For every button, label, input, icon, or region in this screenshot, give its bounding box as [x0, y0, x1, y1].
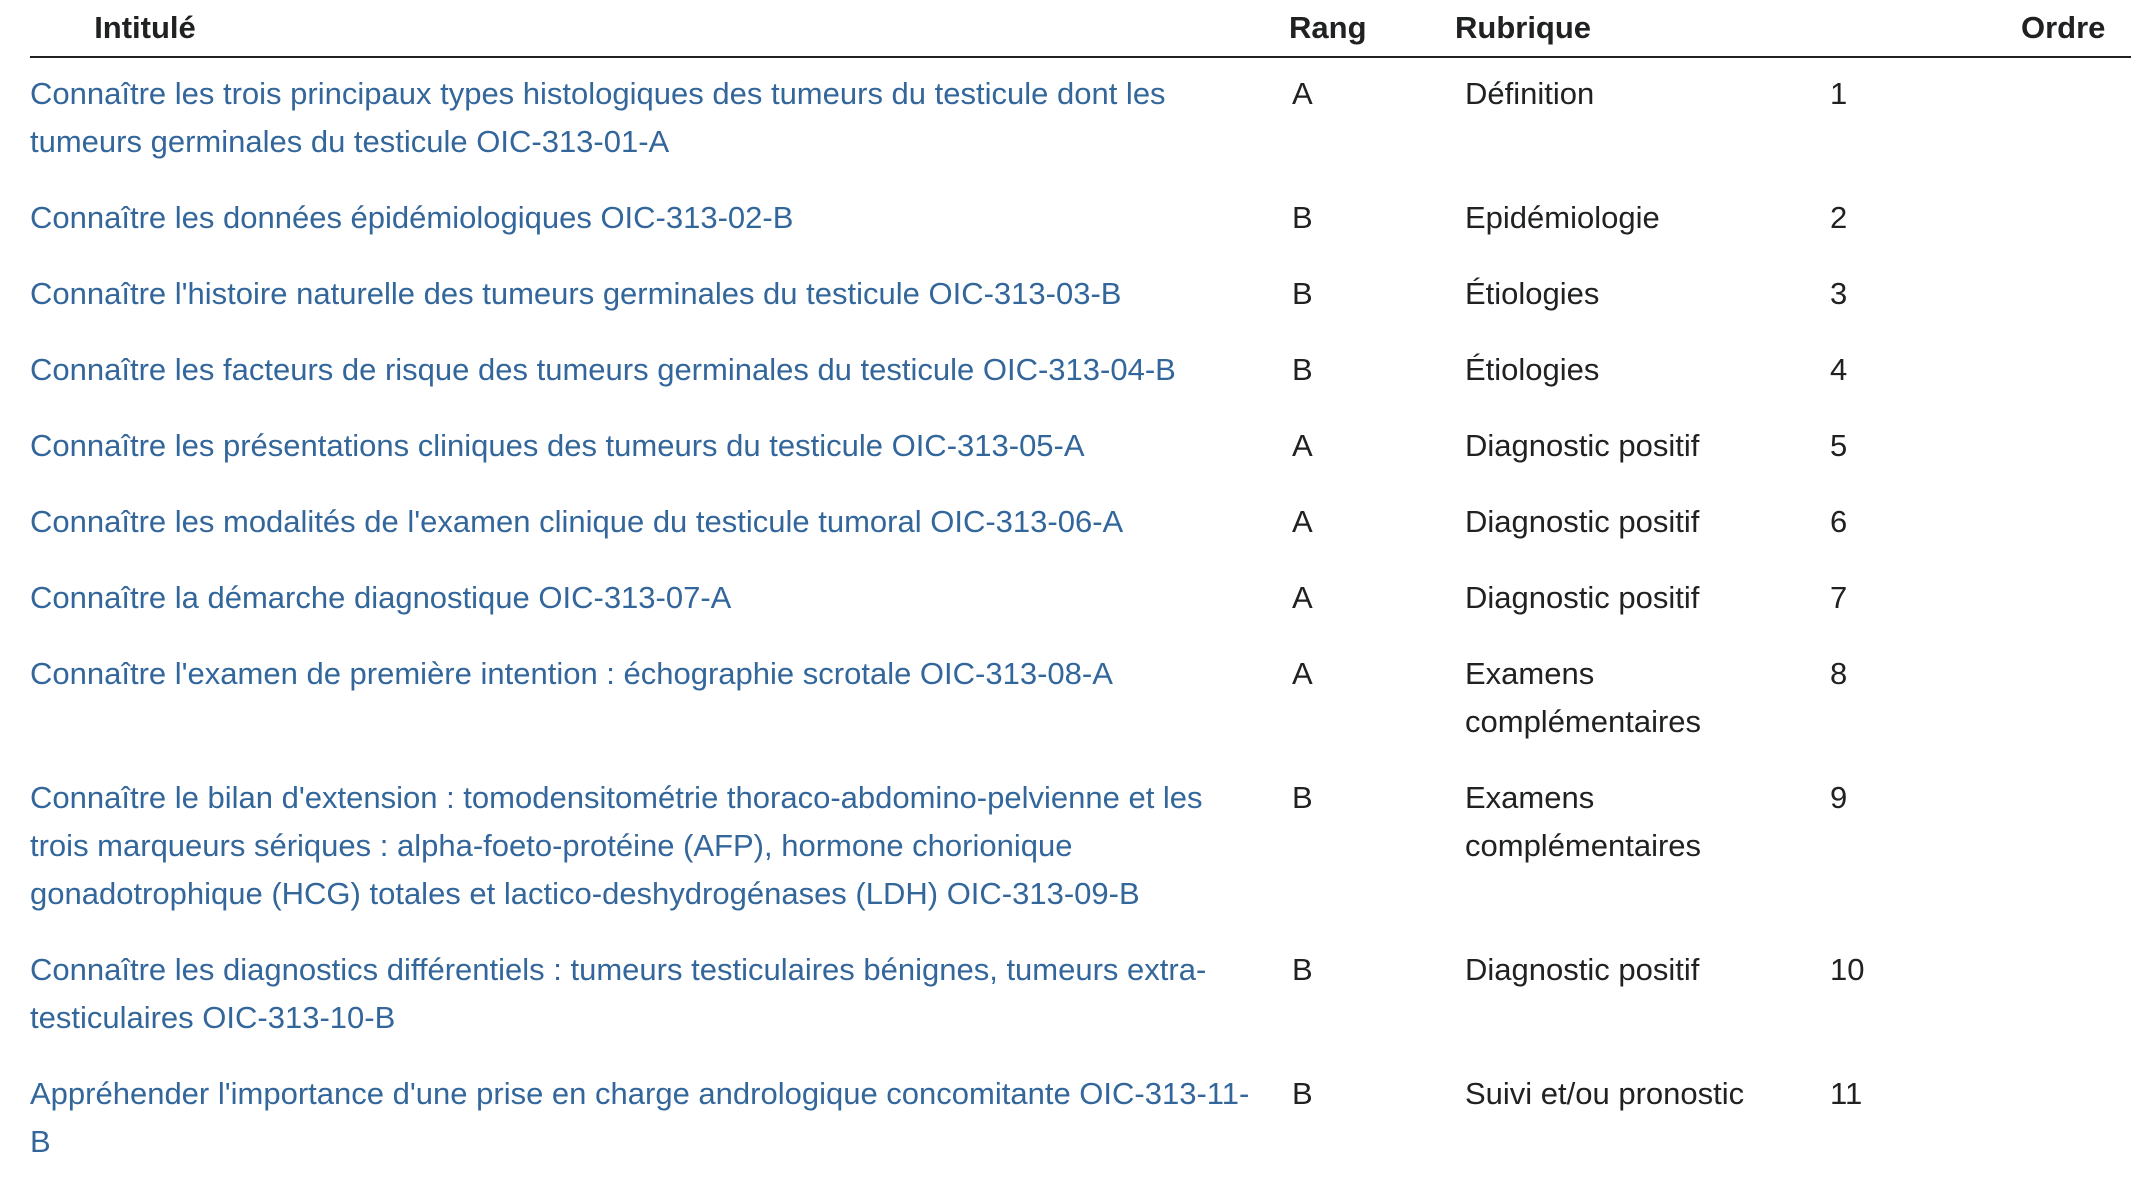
- title-cell: [30, 258, 1290, 334]
- rubrique-cell: Diagnostic positif: [1465, 580, 1700, 615]
- rang-cell: [1290, 1058, 1465, 1182]
- objective-link[interactable]: Connaître l'histoire naturelle des tumeurs germinales du testicule OIC-313-03-B: [30, 276, 1122, 311]
- ordre-cell: 8: [1830, 656, 1848, 691]
- ordre-cell: 6: [1830, 504, 1848, 539]
- objective-link[interactable]: Connaître les présentations cliniques des tumeurs du testicule OIC-313-05-A: [30, 428, 1085, 463]
- objective-link[interactable]: Connaître les facteurs de risque des tumeurs germinales du testicule OIC-313-04-B: [30, 352, 1176, 387]
- objective-link[interactable]: Connaître l'examen de première intention : échographie scrotale OIC-313-08-A: [30, 656, 1113, 691]
- rang-value: B: [1292, 952, 1313, 987]
- objective-link[interactable]: Connaître les diagnostics différentiels : tumeurs testiculaires bénignes, tumeurs extra-testiculaires OIC-313-10-B: [30, 952, 1207, 1035]
- rubrique-cell: Diagnostic positif: [1465, 952, 1700, 987]
- ordre-cell: 9: [1830, 780, 1848, 815]
- table-row: [30, 562, 2131, 638]
- rang-value: B: [1292, 352, 1313, 387]
- table-row: [30, 182, 2131, 258]
- rang-value: A: [1292, 504, 1313, 539]
- table-header: [30, 0, 2131, 57]
- ordre-cell: 7: [1830, 580, 1848, 615]
- ordre-cell: 10: [1830, 952, 1865, 987]
- objectives-table: [30, 0, 2131, 1182]
- rubrique-cell: Définition: [1465, 76, 1595, 111]
- title-cell: [30, 334, 1290, 410]
- title-cell: [30, 57, 1290, 182]
- rubrique-cell: Étiologies: [1465, 276, 1600, 311]
- rang-value: A: [1292, 428, 1313, 463]
- rubrique-cell: Examens complémentaires: [1465, 780, 1702, 863]
- table-body: [30, 57, 2131, 1182]
- table-row: [30, 410, 2131, 486]
- rang-cell: [1290, 410, 1465, 486]
- header-rubrique-label: Rubrique: [1455, 10, 1592, 45]
- rang-value: B: [1292, 200, 1313, 235]
- title-cell: [30, 410, 1290, 486]
- rang-value: A: [1292, 580, 1313, 615]
- header-rang-label: Rang: [1289, 10, 1367, 45]
- objectives-table-container: [30, 0, 2130, 1182]
- title-cell: [30, 762, 1290, 934]
- rang-value: B: [1292, 1076, 1313, 1111]
- table-row: [30, 1058, 2131, 1182]
- title-cell: [30, 182, 1290, 258]
- rang-value: A: [1292, 76, 1313, 111]
- rubrique-cell: Étiologies: [1465, 352, 1600, 387]
- rang-cell: [1290, 562, 1465, 638]
- objective-link[interactable]: Connaître le bilan d'extension : tomodensitométrie thoraco-abdomino-pelvienne et les trois marqueurs sériques : alpha-foeto-protéine (AFP), hormone chorionique gonadotrophique (HCG) totales et lactico-deshydrogénases (LDH) OIC-313-09-B: [30, 780, 1203, 911]
- ordre-cell: 1: [1830, 76, 1848, 111]
- rang-value: B: [1292, 780, 1313, 815]
- title-cell: [30, 486, 1290, 562]
- header-rang[interactable]: [1290, 0, 1465, 57]
- rang-cell: [1290, 57, 1465, 182]
- rang-cell: [1290, 334, 1465, 410]
- table-row: [30, 934, 2131, 1058]
- objective-link[interactable]: Connaître les données épidémiologiques OIC-313-02-B: [30, 200, 794, 235]
- title-cell: [30, 934, 1290, 1058]
- objective-link[interactable]: Connaître la démarche diagnostique OIC-313-07-A: [30, 580, 732, 615]
- ordre-cell: 3: [1830, 276, 1848, 311]
- rang-cell: [1290, 762, 1465, 934]
- objective-link[interactable]: Appréhender l'importance d'une prise en charge andrologique concomitante OIC-313-11-B: [30, 1076, 1250, 1159]
- objective-link[interactable]: Connaître les trois principaux types histologiques des tumeurs du testicule dont les tumeurs germinales du testicule OIC-313-01-A: [30, 76, 1166, 159]
- table-row: [30, 638, 2131, 762]
- table-row: [30, 258, 2131, 334]
- table-row: [30, 334, 2131, 410]
- header-row: [30, 0, 2131, 57]
- table-row: [30, 486, 2131, 562]
- rubrique-cell: Diagnostic positif: [1465, 428, 1700, 463]
- header-ordre[interactable]: [1830, 0, 2131, 57]
- objective-link[interactable]: Connaître les modalités de l'examen clinique du testicule tumoral OIC-313-06-A: [30, 504, 1124, 539]
- rang-cell: [1290, 934, 1465, 1058]
- title-cell: [30, 1058, 1290, 1182]
- header-ordre-label: Ordre: [2021, 10, 2106, 45]
- rang-value: A: [1292, 656, 1313, 691]
- header-intitule[interactable]: [30, 0, 1290, 57]
- ordre-cell: 11: [1830, 1076, 1863, 1111]
- ordre-cell: 4: [1830, 352, 1848, 387]
- header-intitule-label: Intitulé: [94, 10, 196, 45]
- rang-cell: [1290, 486, 1465, 562]
- table-row: [30, 762, 2131, 934]
- rang-cell: [1290, 638, 1465, 762]
- ordre-cell: 2: [1830, 200, 1848, 235]
- table-row: [30, 57, 2131, 182]
- rubrique-cell: Epidémiologie: [1465, 200, 1660, 235]
- header-rubrique[interactable]: [1455, 0, 1830, 57]
- title-cell: [30, 638, 1290, 762]
- ordre-cell: 5: [1830, 428, 1848, 463]
- rang-value: B: [1292, 276, 1313, 311]
- rubrique-cell: Examens complémentaires: [1465, 656, 1702, 739]
- rang-cell: [1290, 182, 1465, 258]
- title-cell: [30, 562, 1290, 638]
- rang-cell: [1290, 258, 1465, 334]
- rubrique-cell: Suivi et/ou pronostic: [1465, 1076, 1745, 1111]
- rubrique-cell: Diagnostic positif: [1465, 504, 1700, 539]
